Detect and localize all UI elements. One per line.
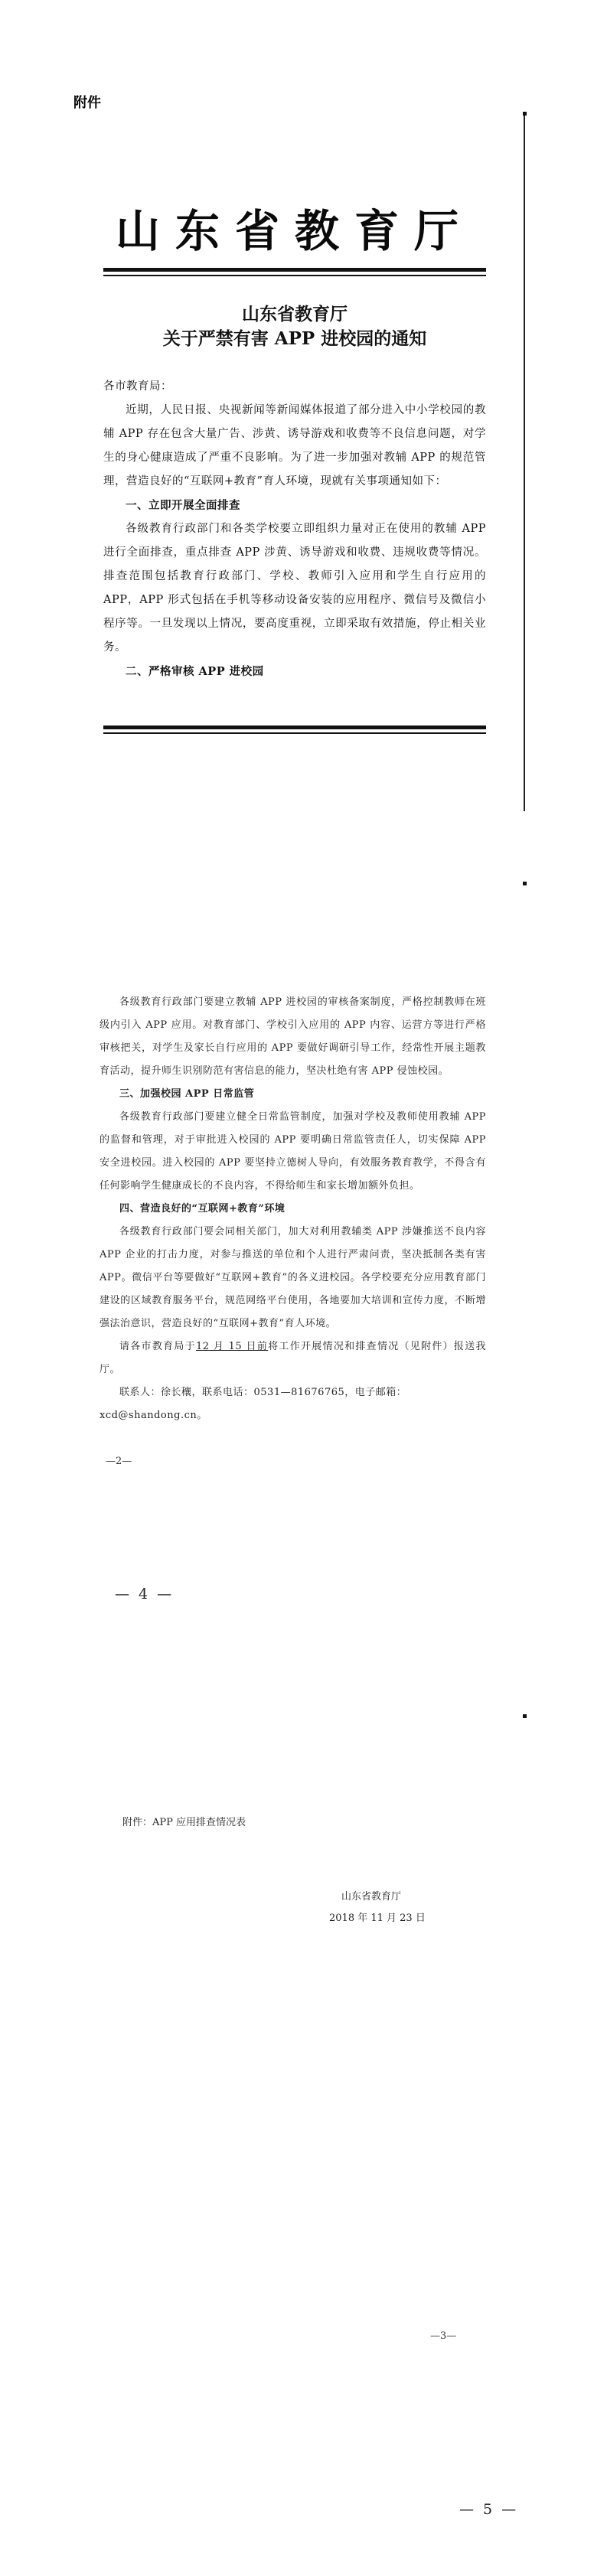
paragraph: 近期，人民日报、央视新闻等新闻媒体报道了部分进入中小学校园的教辅 APP 存在包含大量广告、涉黄、诱导游戏和收费等不良信息问题，对学生的身心健康造成了严重不良影响。为了进一步加强对教辅 APP 的规范管理，营造良好的“互联网+教育”育人环境，现就有关事项通知如下： [103, 404, 486, 487]
document-body [100, 991, 486, 1427]
paragraph: 各级教育行政部门和各类学校要立即组织力量对正在使用的教辅 APP 进行全面排查，重点排查 APP 涉黄、诱导游戏和收费、违规收费等情况。排查范围包括教育行政部门、学校、教师引入应用和学生自行应用的 APP，APP 形式包括在手机等移动设备安装的应用程序、微信号及微信小程序等。一旦发现以上情况，要高度重视，立即采取有效措施，停止相关业务。 [103, 523, 486, 654]
section-heading: 一、立即开展全面排查 [126, 499, 240, 512]
letterhead-rule-thin [103, 275, 486, 276]
inner-page-number: —3— [430, 2330, 457, 2342]
signature-date: 2018 年 11 月 23 日 [329, 1912, 426, 1924]
deadline-prefix: 请各市教育局于 [119, 1341, 196, 1352]
letterhead-rule-thick [103, 268, 486, 272]
document-page-3 [69, 1691, 521, 2380]
section-heading: 三、加强校园 APP 日常监管 [119, 1088, 255, 1100]
footer-rule-thick [103, 726, 486, 729]
document-title [69, 302, 521, 351]
inner-page-number: —2— [106, 1456, 132, 1467]
signature-organization: 山东省教育厅 [341, 1891, 402, 1903]
deadline-suffix: 将工作开展情况和排查情况（见附件）报送我厅。 [100, 1341, 486, 1375]
deadline-date: 12 月 15 日前 [195, 1341, 269, 1352]
scan-edge-shadow [524, 115, 525, 811]
footer-rule-thin [103, 732, 486, 734]
letterhead: 山东省教育厅 [115, 205, 474, 257]
paragraph: 各级教育行政部门要建立教辅 APP 进校园的审核备案制度，严格控制教师在班级内引入 APP 应用。对教育部门、学校引入应用的 APP 内容、运营方等进行严格审核把关，对学生及家长自行应用的 APP 要做好调研引导工作，经常性开展主题教育活动，提升师生识别防范有害信息的能力，坚决杜绝有害 APP 侵蚀校园。 [100, 996, 486, 1077]
paragraph: 各级教育行政部门要会同相关部门，加大对利用教辅类 APP 涉嫌推送不良内容 APP 企业的打击力度，对参与推送的单位和个人进行严肃问责，坚决抵制各类有害 APP。微信平台等要做好“互联网+教育”的各义进校园。各学校要充分应用教育部门建设的区域教育服务平台，规范网络平台使用，各地要加大培训和宣传力度，不断增强法治意识，营造良好的“互联网+教育”育人环境。 [100, 1226, 486, 1329]
attachment-reference: 附件：APP 应用排查情况表 [122, 1817, 246, 1828]
title-line-1: 山东省教育厅 [242, 304, 348, 324]
scan-mark [523, 1714, 527, 1718]
scan-mark [523, 112, 527, 116]
outer-page-number: — 5 — [459, 2501, 519, 2518]
section-heading: 二、严格审核 APP 进校园 [126, 665, 264, 678]
paragraph [100, 1335, 486, 1381]
paragraph: 各级教育行政部门要建立健全日常监管制度，加强对学校及教师使用教辅 APP 的监督和管理，对于审批进入校园的 APP 要明确日常监管责任人，切实保障 APP 安全进校园。进入校园的 APP 要坚持立德树人导向，有效服务教育教学，不得含有任何影响学生健康成长的不良内容，不得给师生和家长增加额外负担。 [100, 1111, 486, 1192]
outer-page-number: — 4 — [115, 1586, 175, 1603]
contact-line: 联系人：徐长穰，联系电话：0531—81676765，电子邮箱： [119, 1387, 407, 1398]
section-heading: 四、营造良好的“互联网+教育”环境 [119, 1203, 286, 1215]
scan-mark [523, 882, 527, 885]
document-page-2 [69, 888, 521, 1515]
document-body [103, 375, 486, 683]
document-page-1 [69, 115, 521, 811]
title-line-2: 关于严禁有害 APP 进校园的通知 [162, 328, 427, 349]
attachment-label: 附件 [73, 95, 101, 111]
contact-email: xcd@shandong.cn。 [100, 1410, 207, 1421]
signature-block [329, 1886, 426, 1929]
salutation: 各市教育局： [103, 380, 172, 393]
